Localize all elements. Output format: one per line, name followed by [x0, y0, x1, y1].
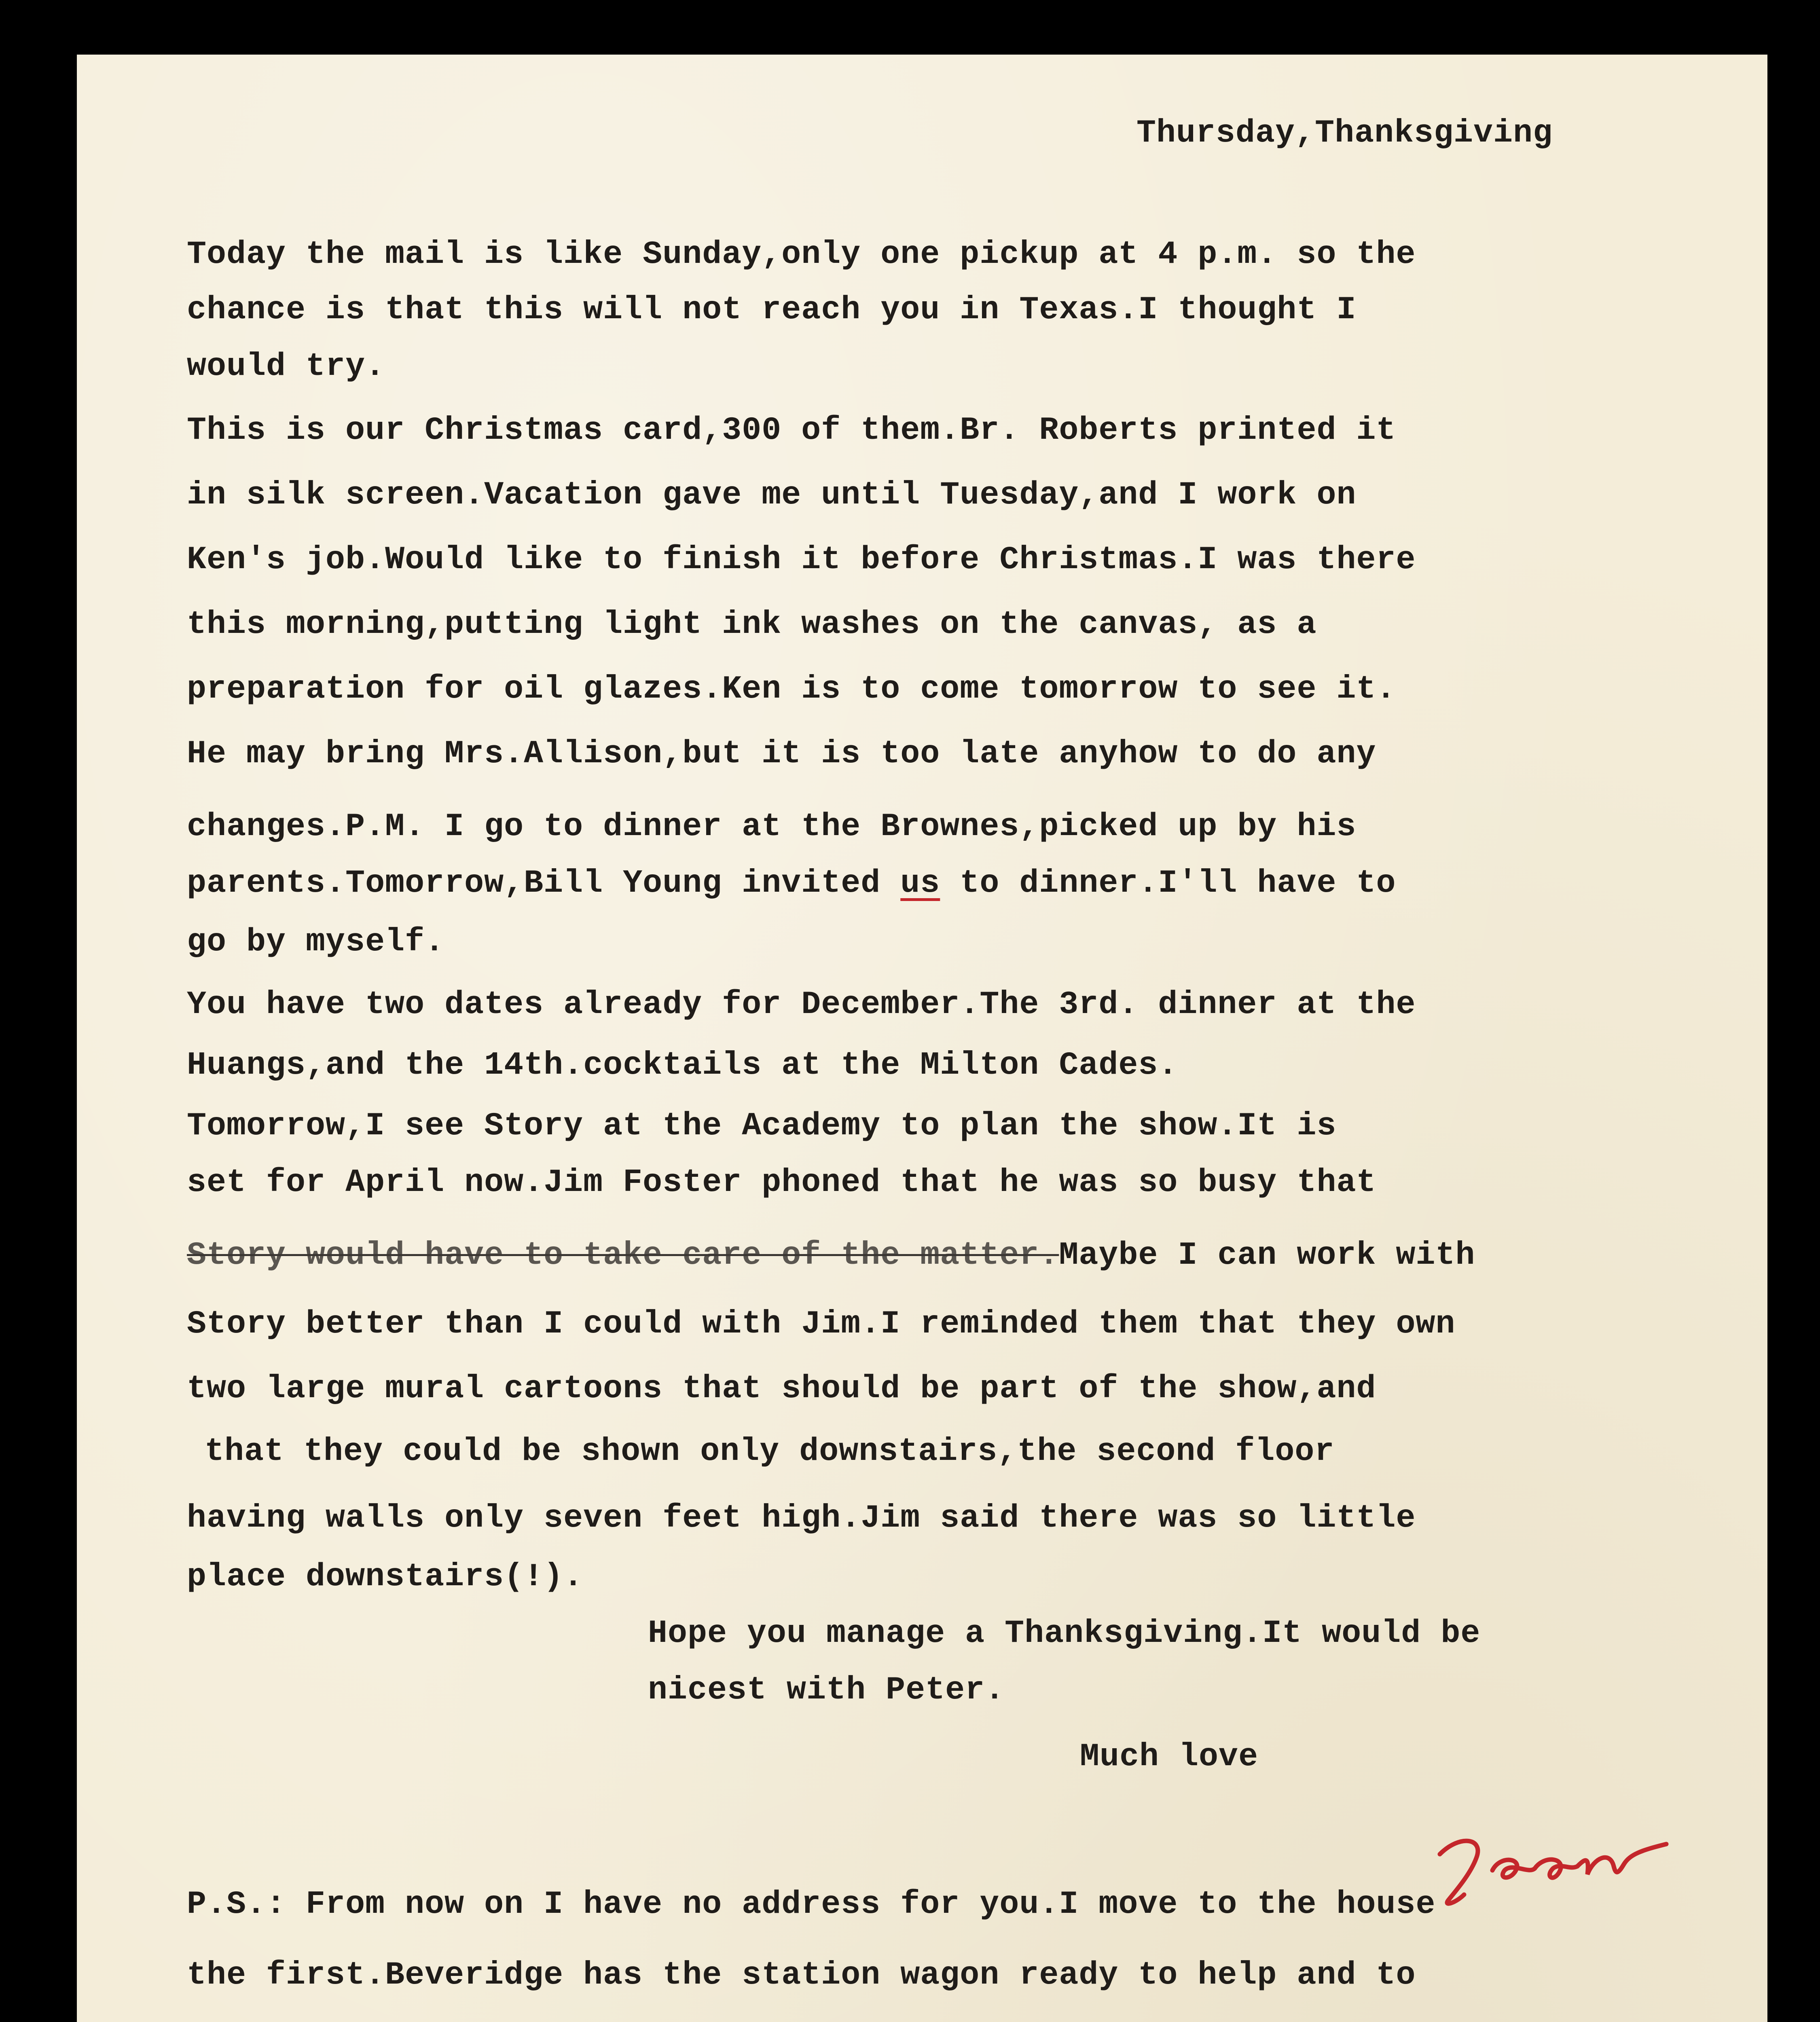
body-line: chance is that this will not reach you in Texas.I thought I: [187, 292, 1357, 328]
body-line: would try.: [187, 348, 385, 385]
body-line: Ken's job.Would like to finish it before Christmas.I was there: [187, 541, 1416, 578]
body-line: set for April now.Jim Foster phoned that he was so busy that: [187, 1164, 1376, 1201]
valediction: Much love: [1080, 1739, 1259, 1775]
body-text: parents.Tomorrow,Bill Young invited: [187, 865, 901, 902]
body-line: two large mural cartoons that should be part of the show,and: [187, 1371, 1376, 1407]
letter-page: [77, 55, 1767, 2022]
underlined-word: us: [900, 865, 940, 902]
body-line: preparation for oil glazes.Ken is to come tomorrow to see it.: [187, 671, 1396, 708]
closing-line: nicest with Peter.: [648, 1672, 1005, 1709]
struck-text: Story would have to take care of the matter.: [187, 1237, 1059, 1274]
body-line: [187, 1235, 1475, 1276]
body-line: He may bring Mrs.Allison,but it is too late anyhow to do any: [187, 736, 1376, 772]
postscript-line: the first.Beveridge has the station wagon ready to help and to: [187, 1957, 1416, 1994]
body-text: to dinner.I'll have to: [940, 865, 1396, 902]
body-line: Tomorrow,I see Story at the Academy to plan the show.It is: [187, 1108, 1337, 1144]
body-line: This is our Christmas card,300 of them.Br. Roberts printed it: [187, 412, 1396, 449]
postscript-line: P.S.: From now on I have no address for you.I move to the house: [187, 1886, 1436, 1923]
body-line: this morning,putting light ink washes on the canvas, as a: [187, 606, 1317, 643]
body-line: Huangs,and the 14th.cocktails at the Milton Cades.: [187, 1047, 1178, 1084]
body-text: Maybe I can work with: [1059, 1237, 1475, 1274]
body-line: in silk screen.Vacation gave me until Tuesday,and I work on: [187, 477, 1357, 514]
body-line: Story better than I could with Jim.I reminded them that they own: [187, 1306, 1456, 1343]
body-line: [187, 863, 1396, 904]
body-line: having walls only seven feet high.Jim said there was so little: [187, 1500, 1416, 1537]
body-line: that they could be shown only downstairs,the second floor: [205, 1433, 1335, 1470]
handwritten-signature: [1424, 1826, 1682, 1907]
body-line: Today the mail is like Sunday,only one pickup at 4 p.m. so the: [187, 236, 1416, 273]
closing-line: Hope you manage a Thanksgiving.It would be: [648, 1615, 1481, 1652]
body-line: go by myself.: [187, 924, 445, 960]
body-line: You have two dates already for December.The 3rd. dinner at the: [187, 986, 1416, 1023]
body-line: changes.P.M. I go to dinner at the Brownes,picked up by his: [187, 808, 1357, 845]
letter-date: Thursday,Thanksgiving: [1136, 115, 1553, 152]
body-line: place downstairs(!).: [187, 1559, 584, 1595]
